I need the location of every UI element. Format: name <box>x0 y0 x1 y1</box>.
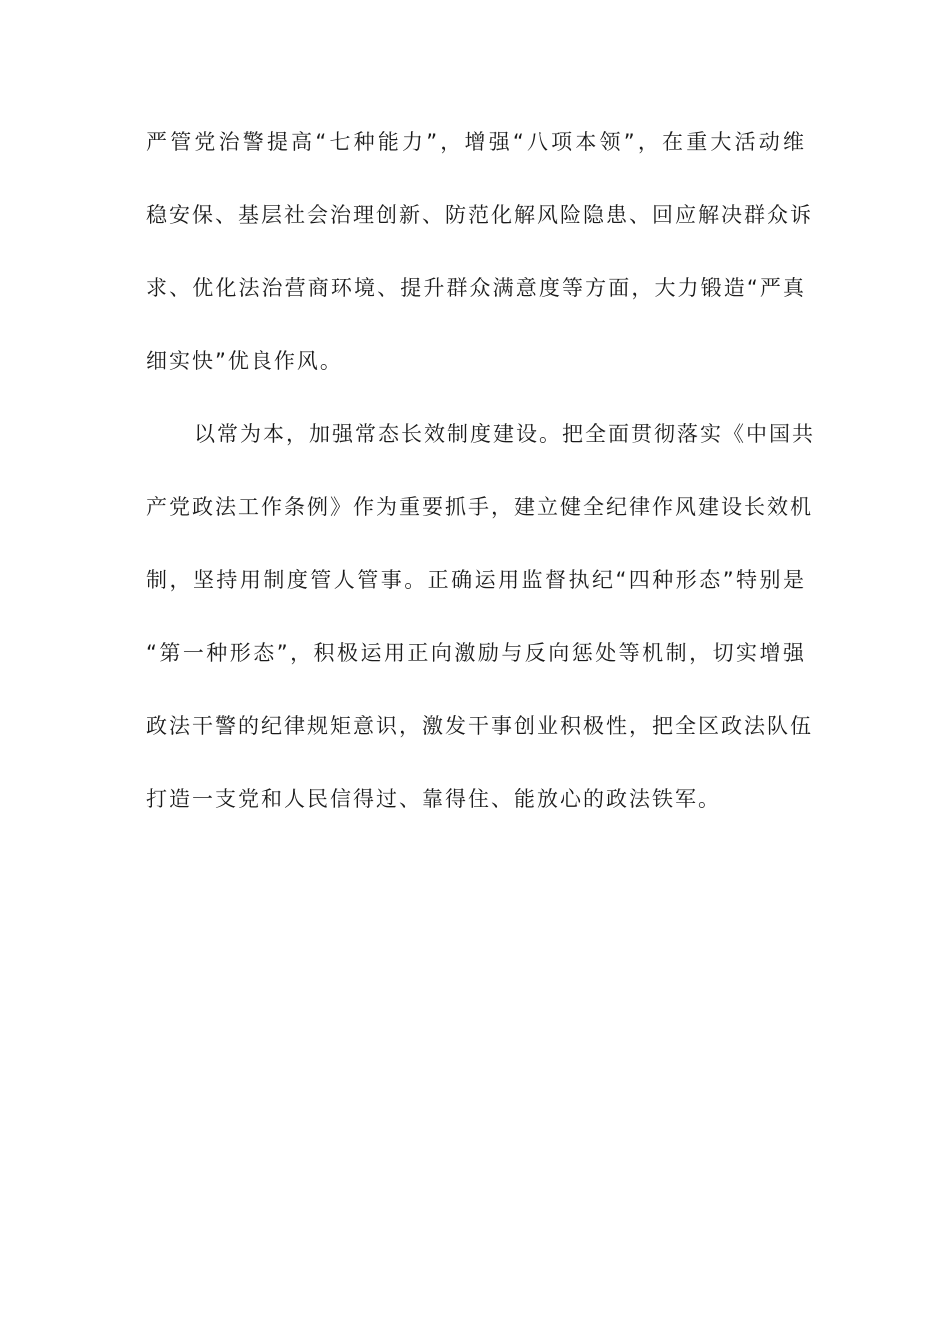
text-line: 政法干警的纪律规矩意识，激发干事创业积极性，把全区政法队伍 <box>146 714 813 738</box>
text-line: 打造一支党和人民信得过、靠得住、能放心的政法铁军。 <box>146 787 721 811</box>
text-line: 产党政法工作条例》作为重要抓手，建立健全纪律作风建设长效机 <box>146 495 813 519</box>
document-body <box>146 118 815 848</box>
text-line: “第一种形态”，积极运用正向激励与反向惩处等机制，切实增强 <box>146 641 806 665</box>
paragraph-strict-management <box>146 118 813 386</box>
text-line: 严管党治警提高“七种能力”，增强“八项本领”，在重大活动维 <box>146 130 806 154</box>
text-line: 稳安保、基层社会治理创新、防范化解风险隐患、回应解决群众诉 <box>146 203 813 227</box>
paragraph-institutional-building <box>146 410 815 824</box>
text-line: 以常为本，加强常态长效制度建设。把全面贯彻落实《中国共 <box>194 422 815 446</box>
text-line: 制，坚持用制度管人管事。正确运用监督执纪“四种形态”特别是 <box>146 568 806 592</box>
text-line: 细实快”优良作风。 <box>146 349 343 373</box>
text-line: 求、优化法治营商环境、提升群众满意度等方面，大力锻造“严真 <box>146 276 806 300</box>
